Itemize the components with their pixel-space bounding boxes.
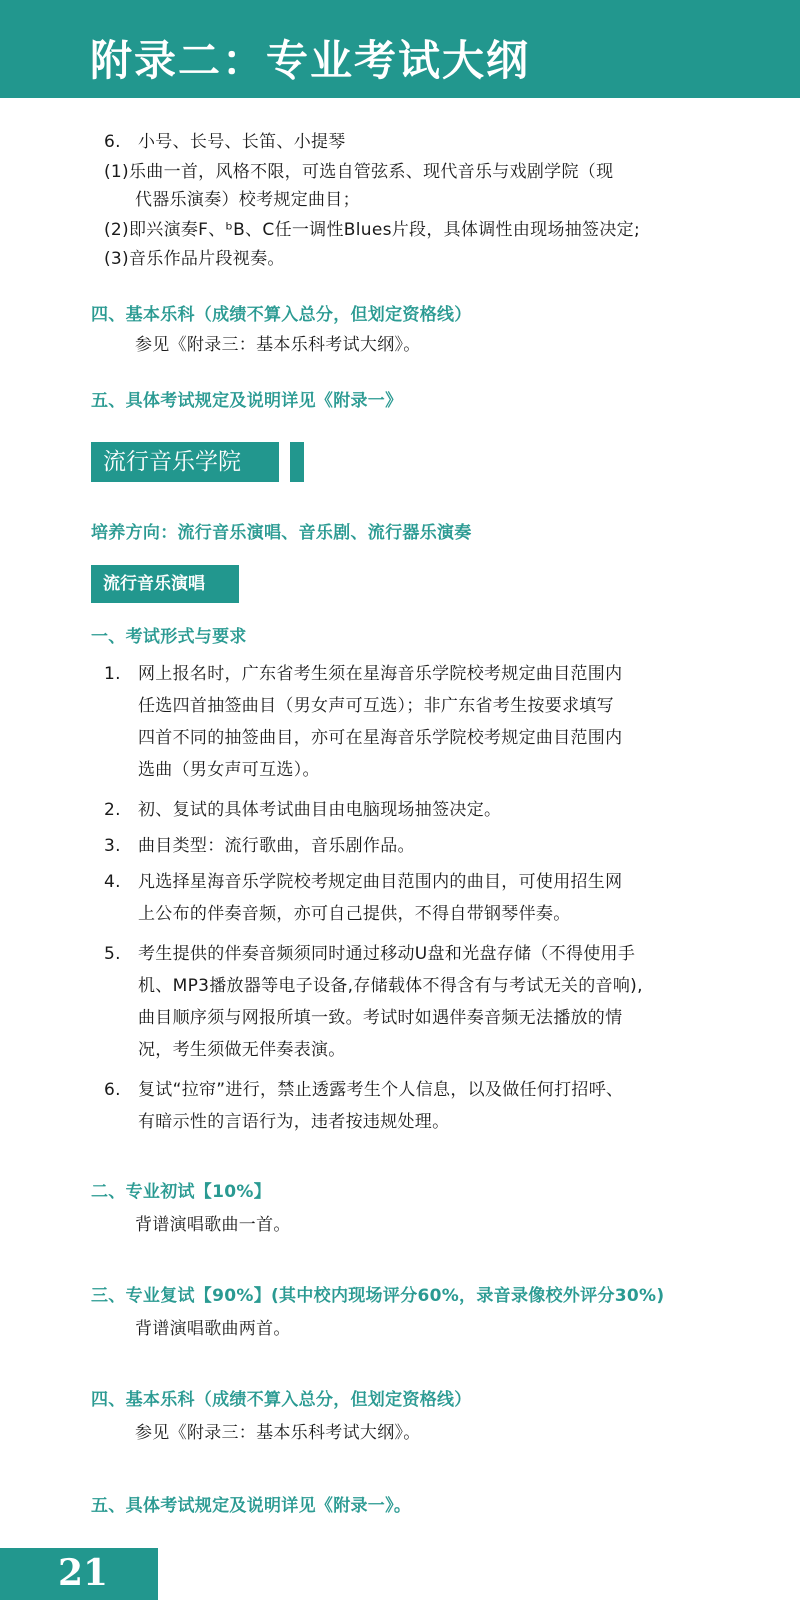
item-line: 曲目顺序须与网报所填一致。考试时如遇伴奏音频无法播放的情 [138, 1008, 623, 1028]
section-text: 背谱演唱歌曲两首。 [135, 1319, 291, 1339]
sub-item-number: (3) [104, 249, 129, 269]
sub-item-number: (2) [104, 220, 129, 240]
item-line: 凡选择星海音乐学院校考规定曲目范围内的曲目，可使用招生网 [138, 872, 623, 892]
list-item-4 [104, 867, 622, 892]
list-item-6 [104, 1075, 623, 1100]
item-line: 选曲（男女声可互选）。 [138, 760, 320, 780]
page-title: 附录二：专业考试大纲 [90, 36, 531, 85]
list-item-5 [104, 939, 635, 964]
banner-accent-bar [290, 442, 304, 482]
item-number: 3. [104, 836, 121, 856]
sub-item-2 [104, 215, 640, 240]
sub-item-text: 即兴演奏F、ᵇB、C任一调性Blues片段，具体调性由现场抽签决定; [128, 220, 640, 240]
list-item-2 [104, 795, 501, 820]
item-number: 5. [104, 944, 121, 964]
section-heading: 一、考试形式与要求 [91, 627, 247, 647]
item-line: 曲目类型：流行歌曲，音乐剧作品。 [138, 836, 415, 856]
section-heading: 四、基本乐科（成绩不算入总分，但划定资格线） [91, 1390, 472, 1410]
page-number: 21 [58, 1552, 109, 1594]
section-text: 背谱演唱歌曲一首。 [135, 1215, 291, 1235]
sub-item-number: (1) [104, 162, 129, 182]
list-item-1 [104, 659, 622, 684]
item-number: 2. [104, 800, 121, 820]
list-item-3 [104, 831, 415, 856]
section-text: 参见《附录三：基本乐科考试大纲》。 [135, 1423, 421, 1443]
section-heading: 五、具体考试规定及说明详见《附录一》。 [91, 1496, 412, 1516]
major-banner: 流行音乐演唱 [91, 565, 239, 603]
item-text: 小号、长号、长笛、小提琴 [138, 132, 346, 152]
item-6 [104, 127, 346, 152]
college-banner: 流行音乐学院 [91, 442, 279, 482]
item-line: 网上报名时，广东省考生须在星海音乐学院校考规定曲目范围内 [138, 664, 623, 684]
item-line: 初、复试的具体考试曲目由电脑现场抽签决定。 [138, 800, 502, 820]
item-line: 上公布的伴奏音频，亦可自己提供，不得自带钢琴伴奏。 [138, 904, 571, 924]
item-number: 1. [104, 664, 121, 684]
sub-item-3 [104, 244, 285, 269]
item-line: 况，考生须做无伴奏表演。 [138, 1040, 346, 1060]
sub-item-text: 乐曲一首，风格不限，可选自管弦系、现代音乐与戏剧学院（现 [128, 162, 614, 182]
training-direction: 培养方向：流行音乐演唱、音乐剧、流行器乐演奏 [91, 523, 472, 543]
section-heading: 五、具体考试规定及说明详见《附录一》 [91, 391, 403, 411]
page-header [0, 0, 800, 98]
item-number: 4. [104, 872, 121, 892]
item-line: 机、MP3播放器等电子设备,存储载体不得含有与考试无关的音响), [138, 976, 643, 996]
item-line: 有暗示性的言语行为，违者按违规处理。 [138, 1112, 450, 1132]
item-line: 复试“拉帘”进行，禁止透露考生个人信息，以及做任何打招呼、 [138, 1080, 624, 1100]
section-heading: 四、基本乐科（成绩不算入总分，但划定资格线） [91, 305, 472, 325]
sub-item-1-line2: 代器乐演奏）校考规定曲目； [135, 190, 360, 210]
item-line: 任选四首抽签曲目（男女声可互选）；非广东省考生按要求填写 [138, 696, 614, 716]
section-heading: 三、专业复试【90%】(其中校内现场评分60%，录音录像校外评分30%) [91, 1286, 665, 1306]
section-text: 参见《附录三：基本乐科考试大纲》。 [135, 335, 421, 355]
sub-item-text: 音乐作品片段视奏。 [128, 249, 285, 269]
section-heading: 二、专业初试【10%】 [91, 1182, 271, 1202]
item-line: 四首不同的抽签曲目，亦可在星海音乐学院校考规定曲目范围内 [138, 728, 623, 748]
sub-item-1-line1 [104, 157, 613, 182]
item-number: 6. [104, 1080, 121, 1100]
item-number: 6. [104, 132, 121, 152]
item-line: 考生提供的伴奏音频须同时通过移动U盘和光盘存储（不得使用手 [138, 944, 636, 964]
